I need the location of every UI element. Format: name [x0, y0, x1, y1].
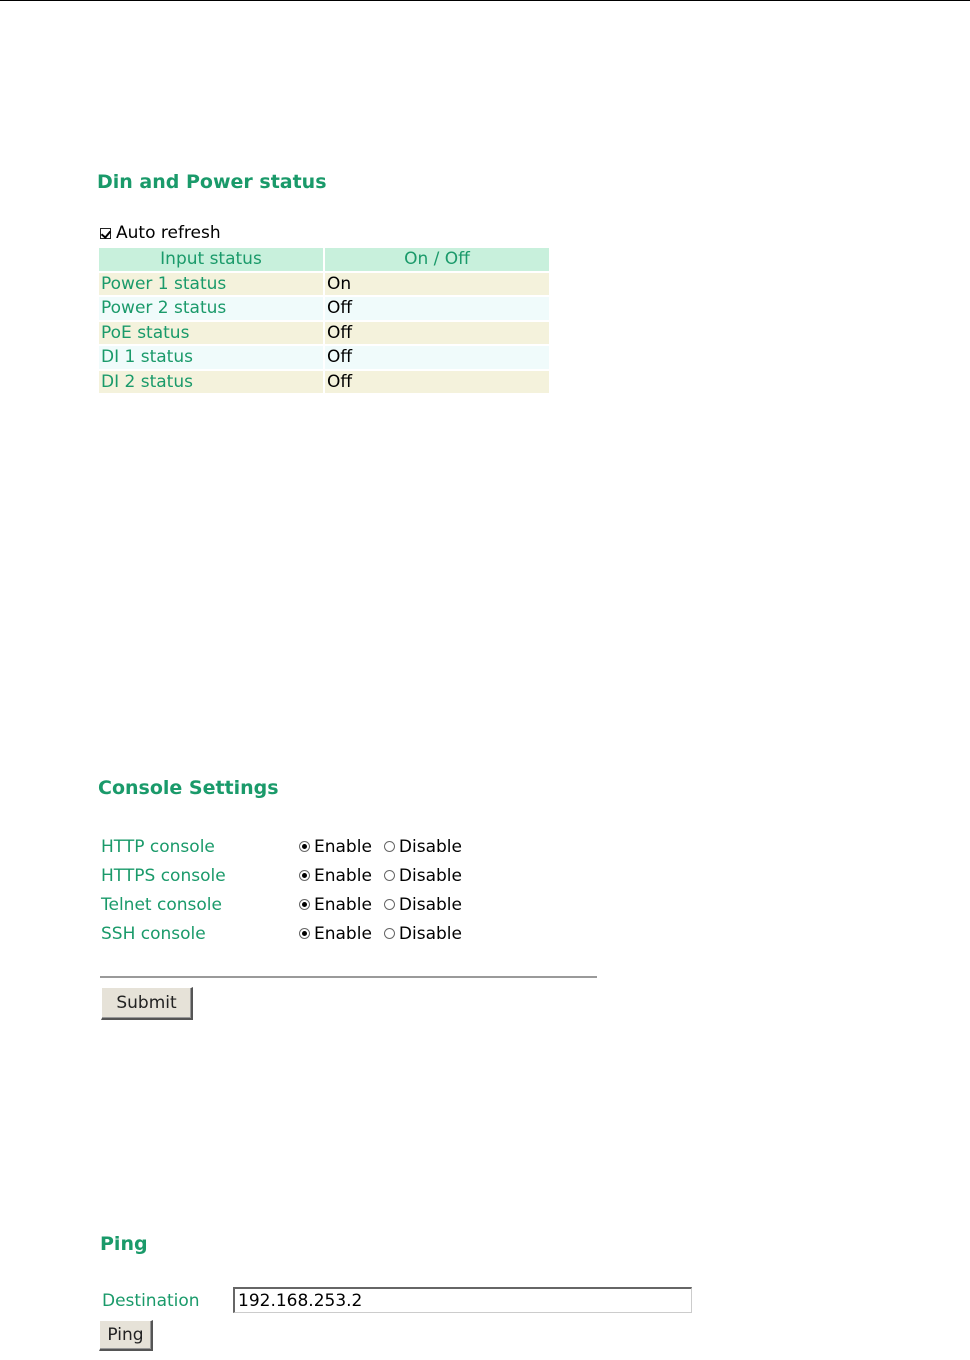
console-settings-form [101, 832, 474, 948]
telnet-disable-radio[interactable] [384, 899, 395, 910]
https-console-label: HTTPS console [101, 865, 226, 886]
table-row [99, 297, 549, 320]
ssh-console-label: SSH console [101, 923, 206, 944]
telnet-console-label: Telnet console [101, 894, 222, 915]
disable-label[interactable]: Disable [398, 923, 462, 944]
row-label: DI 2 status [99, 371, 323, 394]
row-value: On [325, 273, 549, 296]
row-label: PoE status [99, 322, 323, 345]
https-console-radio-group [299, 866, 474, 886]
console-row-telnet [101, 890, 474, 919]
row-value: Off [325, 322, 549, 345]
table-row [99, 273, 549, 296]
table-row [99, 371, 549, 394]
disable-label[interactable]: Disable [398, 894, 462, 915]
ping-title: Ping [100, 1233, 148, 1255]
https-enable-radio[interactable] [299, 870, 310, 881]
telnet-enable-radio[interactable] [299, 899, 310, 910]
header-on-off: On / Off [325, 248, 549, 271]
https-disable-radio[interactable] [384, 870, 395, 881]
row-value: Off [325, 346, 549, 369]
table-row [99, 322, 549, 345]
input-status-table [97, 246, 551, 395]
http-console-label: HTTP console [101, 836, 215, 857]
disable-label[interactable]: Disable [398, 836, 462, 857]
top-rule [0, 0, 970, 1]
din-power-title: Din and Power status [97, 171, 327, 193]
telnet-console-radio-group [299, 895, 474, 915]
enable-label[interactable]: Enable [314, 865, 372, 886]
http-disable-radio[interactable] [384, 841, 395, 852]
row-label: Power 1 status [99, 273, 323, 296]
table-header-row [99, 248, 549, 271]
auto-refresh-checkbox[interactable] [100, 222, 221, 244]
enable-label[interactable]: Enable [314, 894, 372, 915]
row-value: Off [325, 297, 549, 320]
submit-button[interactable]: Submit [101, 987, 193, 1020]
http-console-radio-group [299, 837, 474, 857]
row-label: DI 1 status [99, 346, 323, 369]
disable-label[interactable]: Disable [398, 865, 462, 886]
row-value: Off [325, 371, 549, 394]
destination-input[interactable] [233, 1287, 692, 1313]
row-label: Power 2 status [99, 297, 323, 320]
ssh-enable-radio[interactable] [299, 928, 310, 939]
http-enable-radio[interactable] [299, 841, 310, 852]
table-row [99, 346, 549, 369]
console-row-ssh [101, 919, 474, 948]
auto-refresh-label: Auto refresh [116, 223, 221, 243]
form-divider [100, 976, 597, 978]
ssh-disable-radio[interactable] [384, 928, 395, 939]
enable-label[interactable]: Enable [314, 836, 372, 857]
console-row-http [101, 832, 474, 861]
checkbox-checked-icon[interactable] [100, 228, 111, 239]
destination-label: Destination [102, 1291, 200, 1311]
header-input-status: Input status [99, 248, 323, 271]
ping-button[interactable]: Ping [99, 1320, 153, 1351]
console-row-https [101, 861, 474, 890]
enable-label[interactable]: Enable [314, 923, 372, 944]
console-settings-title: Console Settings [98, 777, 279, 799]
ssh-console-radio-group [299, 924, 474, 944]
